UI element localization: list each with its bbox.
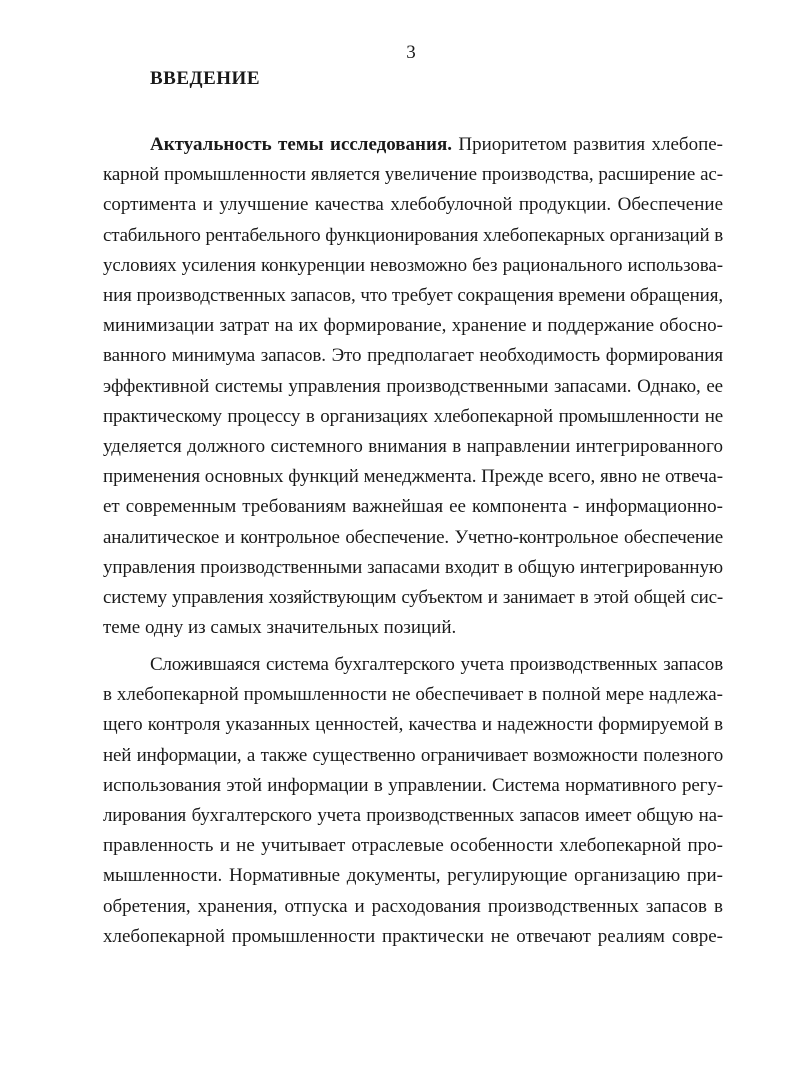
paragraph-line: аналитическое и контрольное обеспечение. Учетно-контрольное обеспечение (103, 526, 723, 548)
paragraph-line: лирования бухгалтерского учета производственных запасов имеет общую на- (103, 805, 723, 827)
paragraph-line: в хлебопекарной промышленности не обеспечивает в полной мере надлежа- (103, 684, 723, 706)
paragraph-line: обретения, хранения, отпуска и расходования производственных запасов в (103, 895, 723, 917)
paragraph-line: щего контроля указанных ценностей, качества и надежности формируемой в (103, 714, 723, 736)
paragraph-line: сортимента и улучшение качества хлебобулочной продукции. Обеспечение (103, 194, 723, 216)
paragraph-line: Актуальность темы исследования. Приоритетом развития хлебопе- (150, 134, 723, 155)
paragraph-line: управления производственными запасами входит в общую интегрированную (103, 556, 723, 578)
paragraph-lead: Актуальность темы исследования. (150, 134, 452, 155)
paragraph-line: ней информации, а также существенно ограничивает возможности полезного (103, 744, 723, 766)
paragraph-line: уделяется должного системного внимания в направлении интегрированного (103, 436, 723, 458)
paragraph-line: систему управления хозяйствующим субъектом и занимает в этой общей сис- (103, 587, 723, 609)
paragraph-line: мышленности. Нормативные документы, регулирующие организацию при- (103, 865, 723, 887)
paragraph-line: условиях усиления конкуренции невозможно без рационального использова- (103, 254, 723, 276)
page-number: 3 (406, 42, 416, 63)
paragraph-line: минимизации затрат на их формирование, хранение и поддержание обосно- (103, 315, 723, 337)
paragraph-line: использования этой информации в управлении. Система нормативного регу- (103, 774, 723, 796)
paragraph-line: применения основных функций менеджмента. Прежде всего, явно не отвеча- (103, 466, 723, 488)
paragraph-line: эффективной системы управления производственными запасами. Однако, ее (103, 375, 723, 397)
paragraph-line: хлебопекарной промышленности практически не отвечают реалиям совре- (103, 925, 723, 947)
paragraph-line: теме одну из самых значительных позиций. (103, 617, 457, 639)
paragraph-line: ванного минимума запасов. Это предполагает необходимость формирования (103, 345, 723, 367)
paragraph-line: стабильного рентабельного функционирования хлебопекарных организаций в (103, 224, 723, 246)
paragraph-relevance (103, 130, 723, 643)
paragraph-line: карной промышленности является увеличение производства, расширение ас- (103, 164, 723, 186)
paragraph-line: ния производственных запасов, что требует сокращения времени обращения, (103, 285, 723, 307)
paragraph-line: практическому процессу в организациях хлебопекарной промышленности не (103, 405, 723, 427)
paragraph-line: правленность и не учитывает отраслевые особенности хлебопекарной про- (103, 835, 723, 857)
paragraph-accounting-system (103, 650, 723, 952)
section-heading: ВВЕДЕНИЕ (150, 68, 260, 89)
paragraph-line: ет современным требованиям важнейшая ее компонента - информационно- (103, 496, 723, 518)
paragraph-line: Сложившаяся система бухгалтерского учета производственных запасов (150, 654, 723, 675)
